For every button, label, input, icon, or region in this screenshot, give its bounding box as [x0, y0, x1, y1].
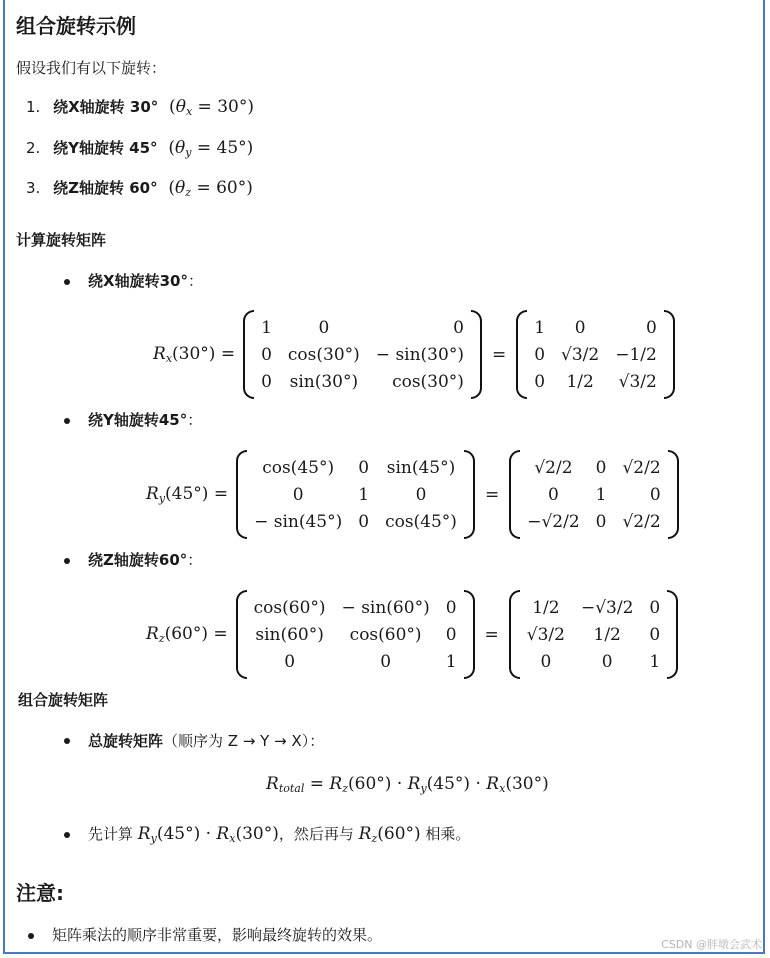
- matrix-cell: cos(30°): [287, 344, 360, 365]
- matrix-row: [526, 368, 665, 395]
- matrix-cell: sin(60°): [255, 624, 324, 645]
- matrix-row: [519, 508, 668, 535]
- total-formula: $R_{total} = R_z(60^\circ) \cdot R_y(45^\circ) \cdot R_x(30^\circ)$: [266, 774, 549, 795]
- matrix-cell: 0: [595, 511, 607, 532]
- matrix-cell: − sin(45°): [254, 511, 343, 532]
- matrix-equation-rz: [146, 594, 678, 675]
- step-prefix: 先计算: [88, 825, 138, 843]
- watermark: CSDN @胖墩会武术: [661, 938, 762, 951]
- matrix-cell: 0: [534, 371, 546, 392]
- matrix-cell: − sin(30°): [375, 344, 464, 365]
- matrix-cell: −1/2: [615, 344, 657, 365]
- matrix-row: [526, 341, 665, 368]
- bullet-ry-label: 绕Y轴旋转45°: [88, 411, 188, 429]
- matrix-cell: 0: [649, 597, 661, 618]
- matrix-row: [246, 648, 465, 675]
- rotation-math: $(\theta_x = 30^\circ)$: [169, 97, 254, 118]
- list-number: 2.: [26, 139, 41, 157]
- matrix-cell: 0: [292, 484, 304, 505]
- matrix-cell: 0: [453, 317, 464, 338]
- matrix-cell: 0: [548, 484, 559, 505]
- note-text: 矩阵乘法的顺序非常重要，影响最终旋转的效果。: [52, 926, 383, 944]
- matrix-cell: 0: [540, 651, 552, 672]
- matrix-cell: 0: [649, 624, 661, 645]
- matrix-cell: sin(30°): [289, 371, 359, 392]
- matrix-cell: 1: [534, 317, 546, 338]
- matrix-cell: sin(45°): [386, 457, 456, 478]
- rotation-label: 绕Y轴旋转 45°: [53, 139, 158, 157]
- total-order: （顺序为 Z → Y → X）：: [163, 732, 325, 750]
- matrix-row: [519, 648, 668, 675]
- matrix-cell: cos(60°): [253, 597, 326, 618]
- matrix-cell: 0: [445, 597, 457, 618]
- matrix-cell: −√3/2: [580, 597, 634, 618]
- rotation-math: $(\theta_y = 45^\circ)$: [168, 138, 254, 159]
- matrix-row: [519, 594, 668, 621]
- matrix-cell: 0: [595, 457, 607, 478]
- matrix-cell: √2/2: [622, 511, 661, 532]
- matrix-cell: 0: [380, 651, 392, 672]
- matrix-row: [246, 594, 465, 621]
- matrix-cell: 0: [534, 344, 546, 365]
- rz-matrix-left: [236, 594, 475, 675]
- list-item: [26, 96, 254, 118]
- bullet-rz-label: 绕Z轴旋转60°: [88, 551, 188, 569]
- matrix-row: [246, 621, 465, 648]
- step-suffix: 相乘。: [420, 825, 471, 843]
- matrix-cell: 0: [261, 371, 272, 392]
- matrix-row: [253, 341, 472, 368]
- bullet-dot: [64, 738, 70, 744]
- rz-lhs: $R_z(60^\circ)$ =: [146, 624, 228, 645]
- colon: ：: [187, 272, 203, 290]
- matrix-cell: 0: [574, 317, 586, 338]
- matrix-cell: 0: [284, 651, 296, 672]
- equals-sign: =: [484, 484, 500, 505]
- list-item: [26, 177, 253, 199]
- matrix-cell: 0: [649, 484, 661, 505]
- matrix-cell: 0: [415, 484, 427, 505]
- matrix-cell: 0: [601, 651, 613, 672]
- page-title: 组合旋转示例: [16, 14, 136, 38]
- bullet-rx-label: 绕X轴旋转30°: [88, 272, 188, 290]
- list-item: [26, 137, 253, 159]
- matrix-cell: 1: [445, 651, 457, 672]
- colon: ：: [187, 411, 203, 429]
- matrix-cell: √3/2: [526, 624, 565, 645]
- matrix-table: [253, 314, 472, 395]
- matrix-table: [526, 314, 665, 395]
- rotation-math: $(\theta_z = 60^\circ)$: [168, 178, 253, 199]
- rotation-label: 绕X轴旋转 30°: [53, 98, 159, 116]
- matrix-row: [526, 314, 665, 341]
- step-mid: ，然后再与: [278, 825, 359, 843]
- total-label: 总旋转矩阵: [88, 732, 164, 750]
- matrix-cell: − sin(60°): [341, 597, 430, 618]
- matrix-cell: cos(60°): [349, 624, 422, 645]
- matrix-cell: cos(45°): [385, 511, 457, 532]
- bullet-rx: [88, 270, 203, 291]
- step-text: [88, 823, 470, 845]
- list-number: 1.: [26, 98, 41, 116]
- matrix-row: [253, 368, 472, 395]
- matrix-cell: 1/2: [566, 371, 594, 392]
- matrix-row: [253, 314, 472, 341]
- matrix-table: [519, 454, 668, 535]
- matrix-table: [246, 594, 465, 675]
- matrix-cell: 1: [595, 484, 607, 505]
- matrix-cell: √2/2: [534, 457, 573, 478]
- matrix-cell: 0: [261, 344, 272, 365]
- section-heading-combined: 组合旋转矩阵: [18, 691, 109, 709]
- matrix-row: [519, 621, 668, 648]
- bullet-total: [88, 730, 324, 751]
- rz-matrix-right: [509, 594, 678, 675]
- matrix-equation-rx: [153, 314, 675, 395]
- matrix-row: [519, 454, 668, 481]
- matrix-cell: 1/2: [532, 597, 560, 618]
- intro-text: 假设我们有以下旋转：: [16, 59, 167, 77]
- matrix-cell: √3/2: [618, 371, 657, 392]
- matrix-cell: 0: [318, 317, 330, 338]
- bullet-ry: [88, 409, 202, 430]
- matrix-cell: 1/2: [593, 624, 621, 645]
- matrix-table: [519, 594, 668, 675]
- rx-matrix-left: [243, 314, 482, 395]
- ry-lhs: $R_y(45^\circ)$ =: [146, 484, 229, 505]
- list-number: 3.: [26, 179, 41, 197]
- ry-matrix-right: [509, 454, 678, 535]
- matrix-cell: √2/2: [622, 457, 661, 478]
- matrix-table: [246, 454, 465, 535]
- colon: ：: [187, 551, 203, 569]
- matrix-cell: 1: [358, 484, 370, 505]
- matrix-cell: cos(30°): [392, 371, 464, 392]
- matrix-cell: cos(45°): [262, 457, 335, 478]
- matrix-row: [519, 481, 668, 508]
- matrix-cell: 0: [358, 457, 370, 478]
- matrix-row: [246, 508, 465, 535]
- equals-sign: =: [484, 624, 499, 645]
- matrix-equation-ry: [146, 454, 679, 535]
- matrix-row: [246, 454, 465, 481]
- equals-sign: =: [491, 344, 507, 365]
- matrix-cell: −√2/2: [527, 511, 580, 532]
- rx-matrix-right: [516, 314, 675, 395]
- bullet-dot: [28, 933, 34, 939]
- rotation-label: 绕Z轴旋转 60°: [53, 179, 158, 197]
- note-heading: 注意:: [16, 881, 64, 905]
- matrix-cell: 1: [649, 651, 661, 672]
- section-heading-compute: 计算旋转矩阵: [16, 231, 107, 249]
- matrix-cell: 0: [646, 317, 657, 338]
- step-expr2: $R_z(60^\circ)$: [358, 824, 421, 845]
- matrix-cell: 1: [261, 317, 272, 338]
- ry-matrix-left: [236, 454, 475, 535]
- bullet-dot: [64, 279, 70, 285]
- bullet-dot: [64, 418, 70, 424]
- matrix-cell: 0: [445, 624, 457, 645]
- bullet-dot: [64, 558, 70, 564]
- matrix-cell: √3/2: [561, 344, 600, 365]
- bullet-dot: [64, 832, 70, 838]
- matrix-row: [246, 481, 465, 508]
- rx-lhs: $R_x(30^\circ)$ =: [153, 344, 236, 365]
- matrix-cell: 0: [358, 511, 370, 532]
- bullet-rz: [88, 549, 202, 570]
- step-expr1: $R_y(45^\circ) \cdot R_x(30^\circ)$: [137, 824, 279, 845]
